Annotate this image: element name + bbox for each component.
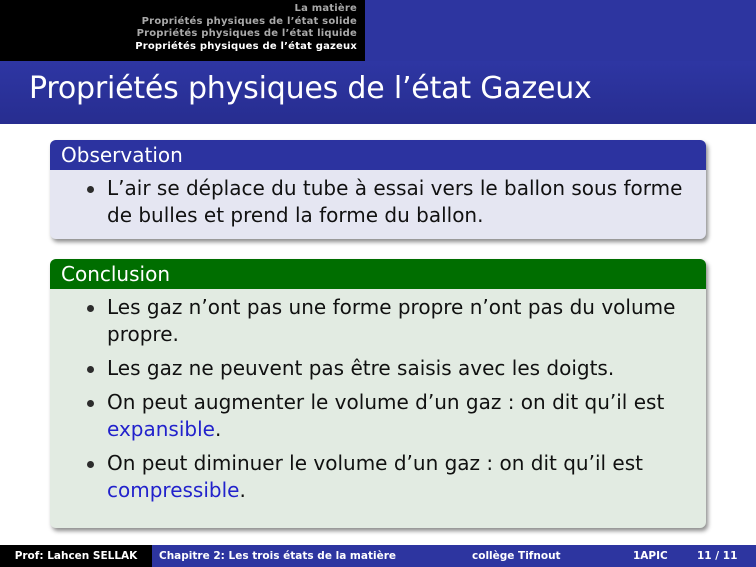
highlight-term: compressible bbox=[107, 478, 240, 502]
footer-author: Prof: Lahcen SELLAK bbox=[0, 545, 152, 567]
conclusion-header: Conclusion bbox=[50, 259, 706, 289]
item-text: L’air se déplace du tube à essai vers le ballon sous forme de bulles et prend la forme du ballon. bbox=[107, 176, 683, 227]
bullet-icon bbox=[87, 186, 94, 193]
section-nav-panel bbox=[0, 0, 365, 61]
bullet-icon bbox=[87, 400, 94, 407]
bullet-icon bbox=[87, 366, 94, 373]
title-bar bbox=[0, 61, 756, 124]
page-title: Propriétés physiques de l’état Gazeux bbox=[29, 71, 592, 106]
observation-header: Observation bbox=[50, 140, 706, 170]
nav-item-matiere[interactable]: La matière bbox=[294, 3, 357, 14]
top-navigation bbox=[0, 0, 756, 61]
observation-block bbox=[50, 140, 706, 239]
list-item bbox=[50, 389, 706, 443]
footer-school: collège Tifnout bbox=[472, 550, 561, 562]
conclusion-list bbox=[50, 289, 706, 504]
list-item bbox=[50, 450, 706, 504]
footer bbox=[0, 545, 756, 567]
nav-item-solide[interactable]: Propriétés physiques de l’état solide bbox=[141, 15, 357, 27]
item-text: On peut augmenter le volume d’un gaz : on dit qu’il est bbox=[107, 390, 665, 414]
item-tail: . bbox=[214, 417, 222, 441]
footer-class: 1APIC bbox=[633, 550, 668, 562]
page-number: 11 / 11 bbox=[697, 550, 738, 562]
list-item bbox=[50, 175, 706, 229]
highlight-term: expansible bbox=[107, 417, 215, 441]
item-text: On peut diminuer le volume d’un gaz : on dit qu’il est bbox=[107, 451, 643, 475]
item-text: Les gaz ne peuvent pas être saisis avec les doigts. bbox=[107, 356, 615, 380]
item-tail: . bbox=[239, 478, 246, 502]
nav-item-liquide[interactable]: Propriétés physiques de l’état liquide bbox=[136, 28, 357, 39]
list-item bbox=[50, 294, 706, 348]
nav-item-gazeux[interactable]: Propriétés physiques de l’état gazeux bbox=[135, 40, 357, 52]
bullet-icon bbox=[87, 305, 94, 312]
nav-band bbox=[365, 0, 756, 61]
footer-chapter: Chapitre 2: Les trois états de la matière bbox=[159, 550, 396, 562]
section-nav-list bbox=[135, 3, 357, 53]
observation-list bbox=[50, 170, 706, 229]
bullet-icon bbox=[87, 461, 94, 468]
list-item bbox=[50, 355, 706, 382]
conclusion-block bbox=[50, 259, 706, 528]
item-text: Les gaz n’ont pas une forme propre n’ont pas du volume propre. bbox=[107, 295, 676, 346]
